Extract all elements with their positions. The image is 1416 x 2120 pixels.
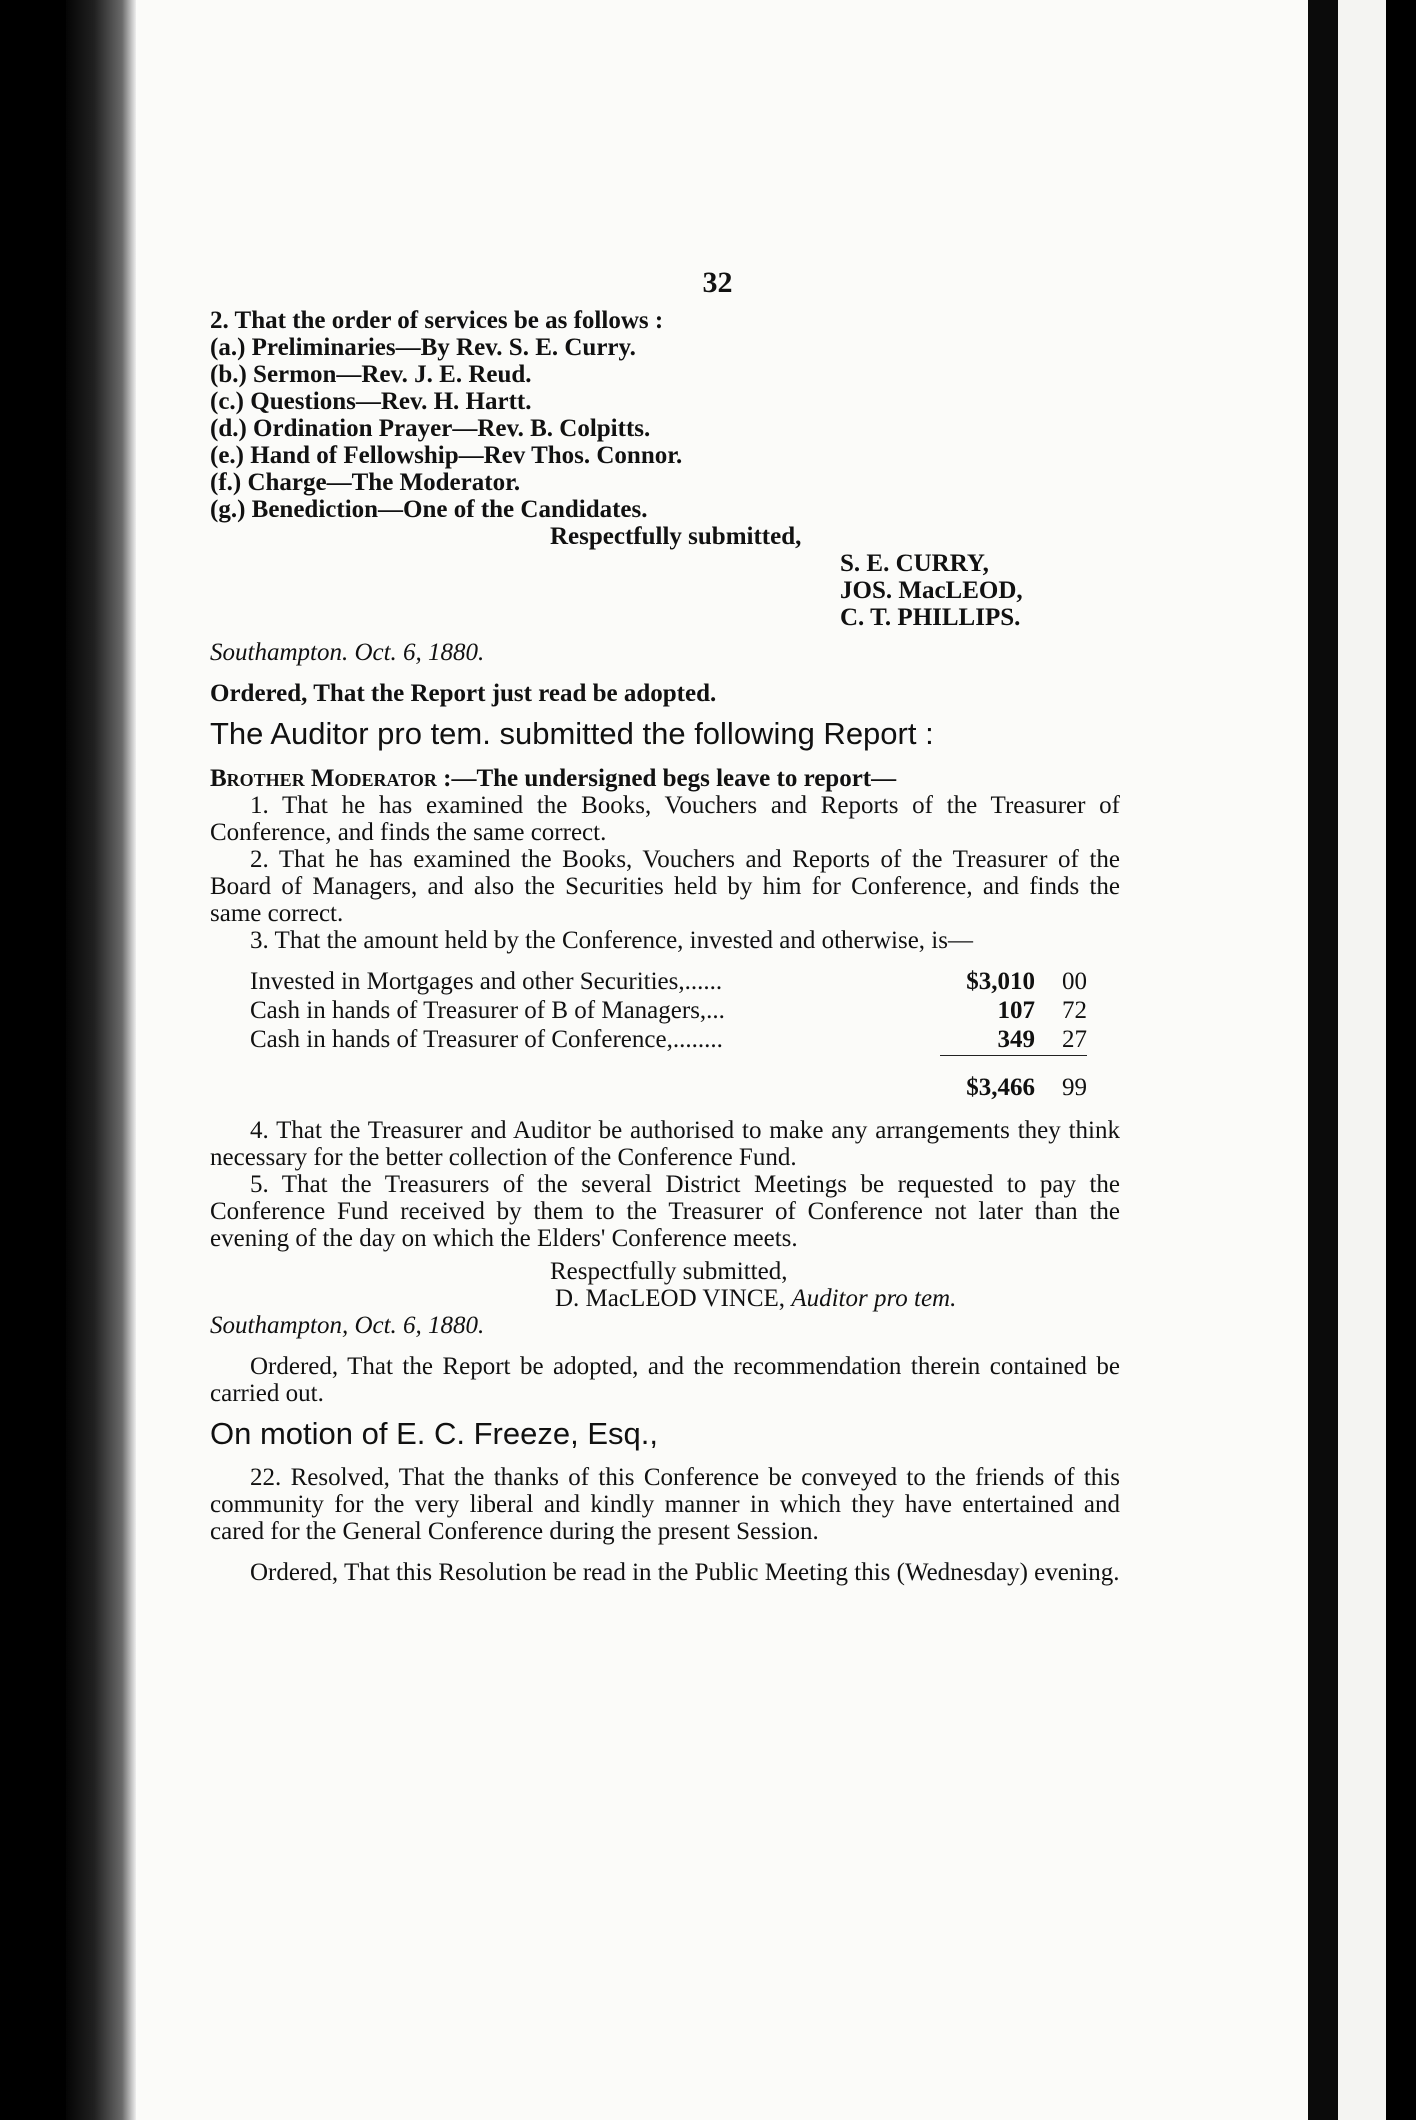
adjacent-page-edge [1338,0,1386,2120]
page-number: 32 [702,266,733,299]
table-row [250,968,1087,997]
signatory: JOS. MacLEOD, [840,577,1023,605]
motion-section [210,1417,1120,1586]
report-point-4: 4. That the Treasurer and Auditor be authorised to make any arrangements they think necessary for the better collection of the Conference Fund. [210,1116,1120,1171]
respectfully-submitted: Respectfully submitted, [550,1257,788,1285]
report-point-2: 2. That he has examined the Books, Vouchers and Reports of the Treasurer of the Board of Managers, and also the Securities held by him for Conference, and finds the same correct. [210,845,1120,927]
account-cents: 72 [1062,996,1087,1024]
report-point-3: 3. That the amount held by the Conference, invested and otherwise, is— [250,926,973,954]
table-row [250,1026,1087,1056]
respectfully-submitted: Respectfully submitted, [550,523,802,551]
table-row [250,997,1087,1026]
service-item: (a.) Preliminaries—By Rev. S. E. Curry. [210,334,636,362]
total-row [250,1055,1087,1103]
place-date: Southampton. Oct. 6, 1880. [210,639,485,667]
services-heading: 2. That the order of services be as follows : [210,307,664,335]
service-item: (b.) Sermon—Rev. J. E. Reud. [210,361,532,389]
total-cents: 99 [1035,1055,1087,1103]
report-point-5: 5. That the Treasurers of the several District Meetings be requested to pay the Conference Fund received by them to the Treasurer of Conference not later than the evening of the day on which the Elders' Conference meets. [210,1170,1120,1252]
account-dollars: $3,010 [966,967,1035,995]
order-of-services [210,307,1120,707]
book-gutter-shadow [66,0,136,2120]
auditor-intro: The Auditor pro tem. submitted the following Report : [210,716,934,752]
account-label: Invested in Mortgages and other Securities,...... [250,967,723,995]
document-page [210,255,1120,1586]
auditor-report [210,717,1120,1406]
auditor-signature: D. MacLEOD VINCE, [555,1284,786,1312]
account-label: Cash in hands of Treasurer of Conference,........ [250,1026,723,1054]
service-item: (g.) Benediction—One of the Candidates. [210,496,648,524]
motion-intro: On motion of E. C. Freeze, Esq., [210,1415,658,1451]
service-item: (f.) Charge—The Moderator. [210,469,521,497]
account-cents: 00 [1062,967,1087,995]
signatory: S. E. CURRY, [840,550,989,578]
accounts-table [250,968,1087,1103]
auditor-title: Auditor pro tem. [791,1284,957,1312]
salutation: Brother Moderator : [210,764,452,792]
place-date: Southampton, Oct. 6, 1880. [210,1311,485,1339]
total-dollars: $3,466 [940,1055,1035,1103]
account-dollars: 349 [997,1025,1035,1053]
resolution-22: 22. Resolved, That the thanks of this Conference be conveyed to the friends of this community for the very liberal and kindly manner in which they have entertained and cared for the General Conference during the present Session. [210,1464,1120,1546]
service-item: (e.) Hand of Fellowship—Rev Thos. Connor. [210,442,683,470]
service-item: (d.) Ordination Prayer—Rev. B. Colpitts. [210,415,651,443]
account-cents: 27 [1062,1025,1087,1053]
account-dollars: 107 [997,996,1035,1024]
ordered-read: Ordered, That this Resolution be read in the Public Meeting this (Wednesday) evening. [250,1559,1120,1587]
salutation-text: —The undersigned begs leave to report— [451,764,897,792]
service-item: (c.) Questions—Rev. H. Hartt. [210,388,532,416]
ordered-adopted: Ordered, That the Report just read be adopted. [210,680,717,708]
ordered-adopted: Ordered, That the Report be adopted, and the recommendation therein contained be carried out. [210,1352,1120,1407]
account-label: Cash in hands of Treasurer of B of Managers,... [250,996,725,1024]
signatory: C. T. PHILLIPS. [840,604,1021,632]
report-point-1: 1. That he has examined the Books, Vouchers and Reports of the Treasurer of Conference, and finds the same correct. [210,791,1120,846]
page-edge-dark [1308,0,1338,2120]
